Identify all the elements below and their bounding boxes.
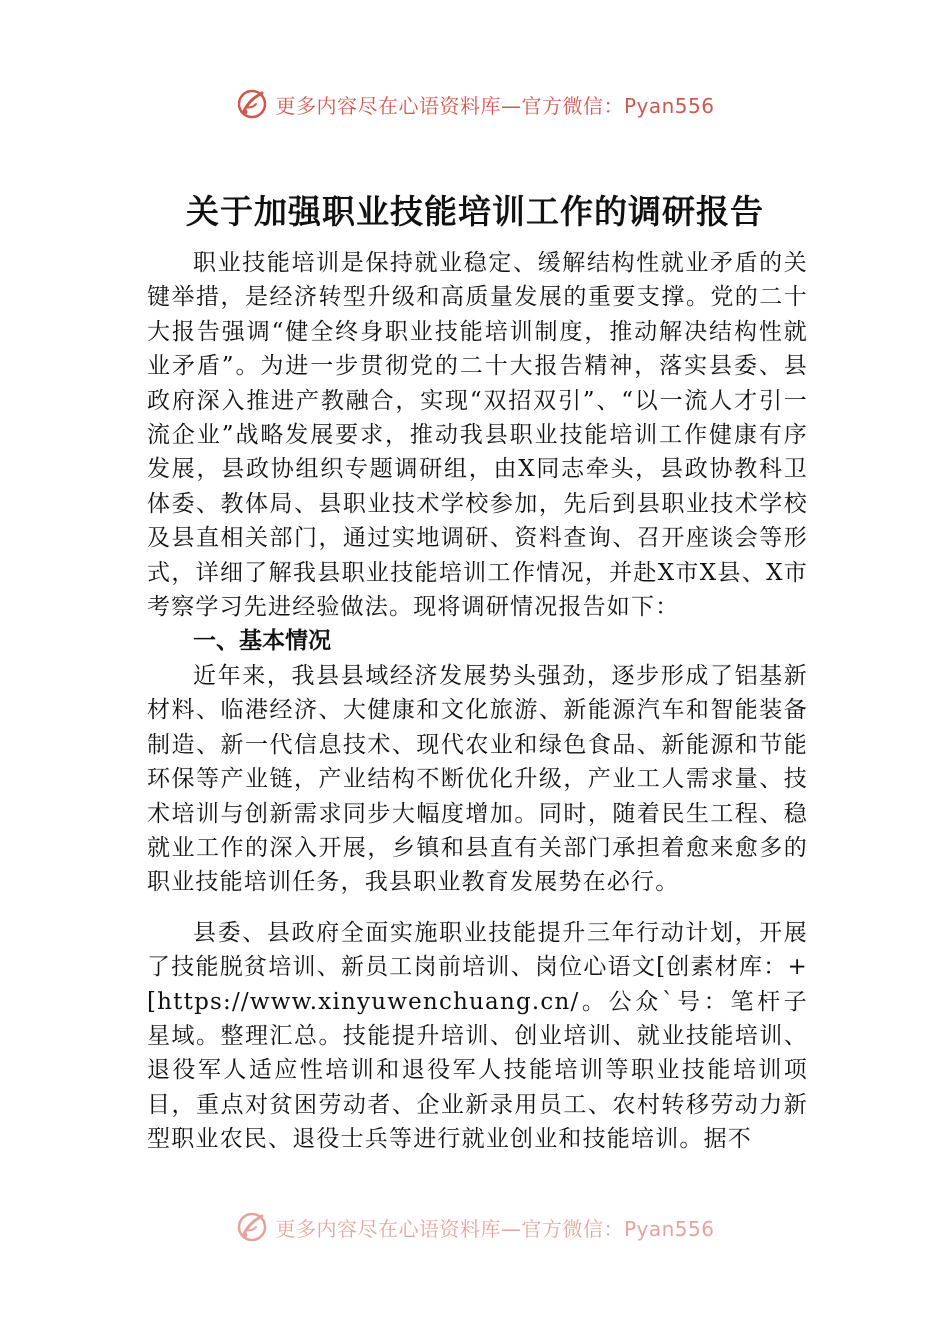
brush-logo-icon	[235, 1210, 269, 1244]
document-title: 关于加强职业技能培训工作的调研报告	[186, 192, 764, 231]
watermark-header	[0, 84, 950, 124]
watermark-text: 更多内容尽在心语资料库—官方微信：Pyan556	[275, 1216, 715, 1241]
watermark-text: 更多内容尽在心语资料库—官方微信：Pyan556	[275, 93, 715, 118]
watermark-footer	[0, 1210, 950, 1244]
brush-logo-icon	[235, 87, 269, 121]
paragraph-actions: 县委、县政府全面实施职业技能提升三年行动计划，开展了技能脱贫培训、新员工岗前培训、岗位心语文[创素材库：+[https://www.xinyuwenchuang.cn/。公众`号：笔杆子星域。整理汇总。技能提升培训、创业培训、就业技能培训、退役军人适应性培训和退役军人技能培训等职业技能培训项目，重点对贫困劳动者、企业新录用员工、农村转移劳动力新型职业农民、退役士兵等进行就业创业和技能培训。据不	[147, 919, 808, 1153]
paragraph-background: 近年来，我县县域经济发展势头强劲，逐步形成了铝基新材料、临港经济、大健康和文化旅游、新能源汽车和智能装备制造、新一代信息技术、现代农业和绿色食品、新能源和节能环保等产业链，产业结构不断优化升级，产业工人需求量、技术培训与创新需求同步大幅度增加。同时，随着民生工程、稳就业工作的深入开展，乡镇和县直有关部门承担着愈来愈多的职业技能培训任务，我县职业教育发展势在必行。	[147, 662, 808, 896]
document-body	[147, 246, 808, 1157]
paragraph-intro: 职业技能培训是保持就业稳定、缓解结构性就业矛盾的关键举措，是经济转型升级和高质量发展的重要支撑。党的二十大报告强调“健全终身职业技能培训制度，推动解决结构性就业矛盾”。为进一步贯彻党的二十大报告精神，落实县委、县政府深入推进产教融合，实现“双招双引”、“以一流人才引一流企业”战略发展要求，推动我县职业技能培训工作健康有序发展，县政协组织专题调研组，由X同志牵头，县政协教科卫体委、教体局、县职业技术学校参加，先后到县职业技术学校及县直相关部门，通过实地调研、资料查询、召开座谈会等形式，详细了解我县职业技能培训工作情况，并赴X市X县、X市考察学习先进经验做法。现将调研情况报告如下：	[147, 250, 808, 621]
section-heading: 一、基本情况	[193, 628, 331, 655]
